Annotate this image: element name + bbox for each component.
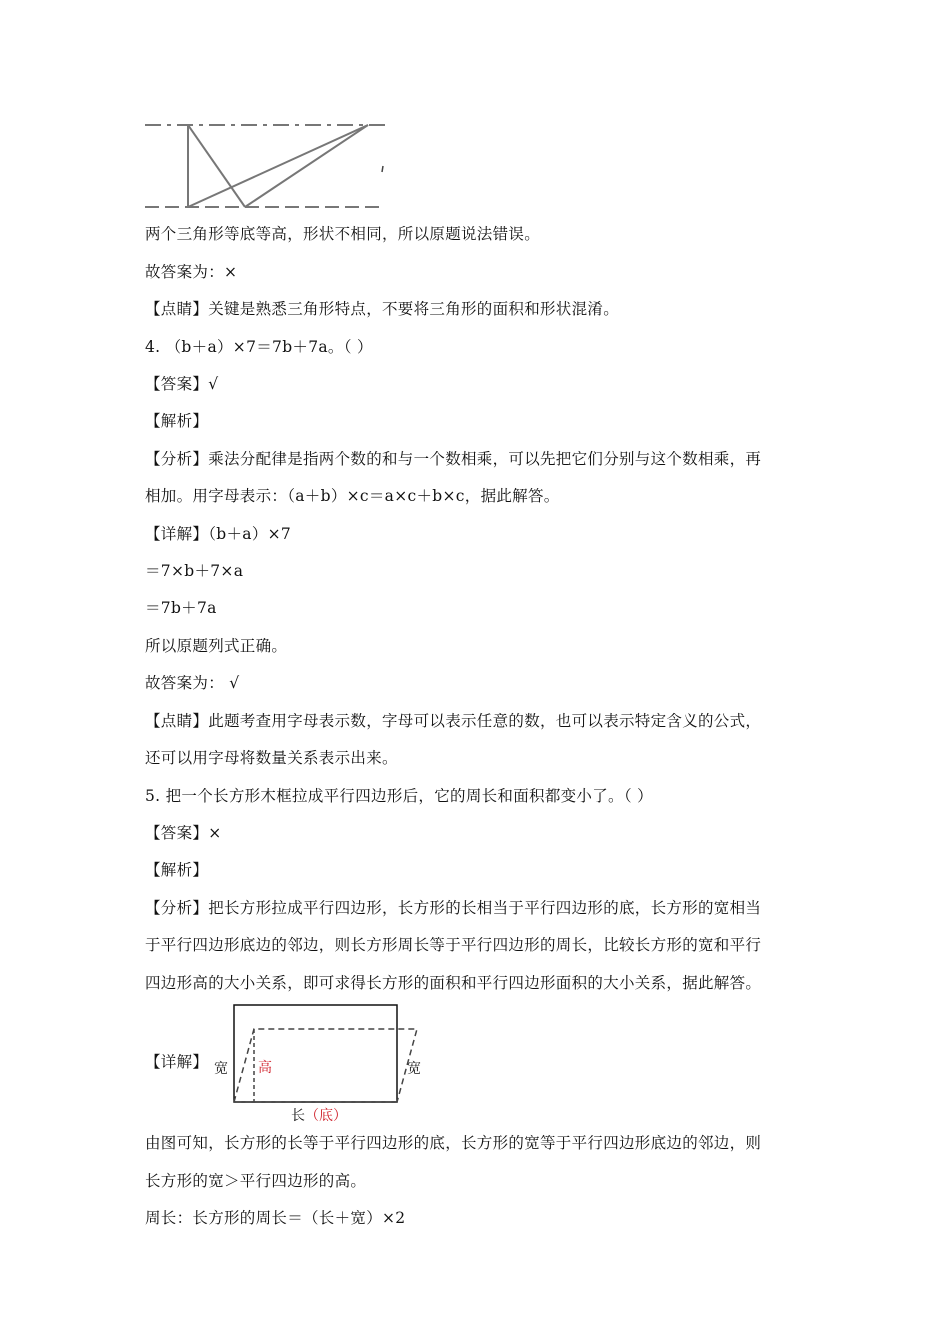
text-line: 还可以用字母将数量关系表示出来。 [145, 749, 398, 767]
stray-mark [382, 166, 383, 172]
text-line: 【分析】把长方形拉成平行四边形，长方形的长相当于平行四边形的底，长方形的宽相当 [145, 899, 762, 917]
text-line: 【点睛】关键是熟悉三角形特点，不要将三角形的面积和形状混淆。 [145, 300, 620, 318]
text-line: 四边形高的大小关系，即可求得长方形的面积和平行四边形面积的大小关系，据此解答。 [145, 974, 762, 992]
text-line: 于平行四边形底边的邻边，则长方形周长等于平行四边形的周长，比较长方形的宽和平行 [145, 936, 762, 954]
answer-5: 【答案】× [145, 824, 222, 842]
text-line: 【详解】（b＋a）×7 [145, 525, 292, 543]
question-4: 4. （b＋a）×7＝7b＋7a。（ ） [145, 338, 373, 356]
triangle-figure [140, 118, 390, 213]
text-line: 故答案为： √ [145, 674, 240, 692]
base-label: （底） [305, 1108, 347, 1124]
text-line: 【点睛】此题考查用字母表示数，字母可以表示任意的数，也可以表示特定含义的公式， [145, 712, 762, 730]
text-line: 由图可知，长方形的长等于平行四边形的底，长方形的宽等于平行四边形底边的邻边，则 [145, 1134, 762, 1152]
text-line: 【解析】 [145, 861, 209, 879]
answer-4: 【答案】√ [145, 375, 219, 393]
rectangle-parallelogram-figure [208, 1000, 448, 1125]
question-5: 5. 把一个长方形木框拉成平行四边形后，它的周长和面积都变小了。（ ） [145, 787, 653, 805]
text-line: 周长：长方形的周长＝（长＋宽）×2 [145, 1209, 406, 1227]
bottom-length-label [291, 1107, 347, 1124]
text-line: ＝7×b＋7×a [145, 562, 244, 580]
right-width-label: 宽 [407, 1061, 421, 1077]
left-width-label: 宽 [214, 1061, 228, 1077]
text-line: 相加。用字母表示：（a＋b）×c＝a×c＋b×c，据此解答。 [145, 487, 560, 505]
length-label: 长 [291, 1108, 305, 1124]
text-line: 故答案为：× [145, 263, 238, 281]
text-line: ＝7b＋7a [145, 599, 217, 617]
triangle-b-long-side [188, 125, 368, 207]
text-line: 所以原题列式正确。 [145, 637, 288, 655]
triangle-b-short-side [245, 125, 368, 207]
text-line: 两个三角形等底等高，形状不相同，所以原题说法错误。 [145, 225, 541, 243]
rectangle-outline [234, 1005, 397, 1102]
text-line: 【分析】乘法分配律是指两个数的和与一个数相乘，可以先把它们分别与这个数相乘，再 [145, 450, 762, 468]
detail-label: 【详解】 [145, 1053, 209, 1071]
height-label: 高 [258, 1060, 272, 1076]
text-line: 【解析】 [145, 412, 209, 430]
text-line: 长方形的宽＞平行四边形的高。 [145, 1172, 367, 1190]
